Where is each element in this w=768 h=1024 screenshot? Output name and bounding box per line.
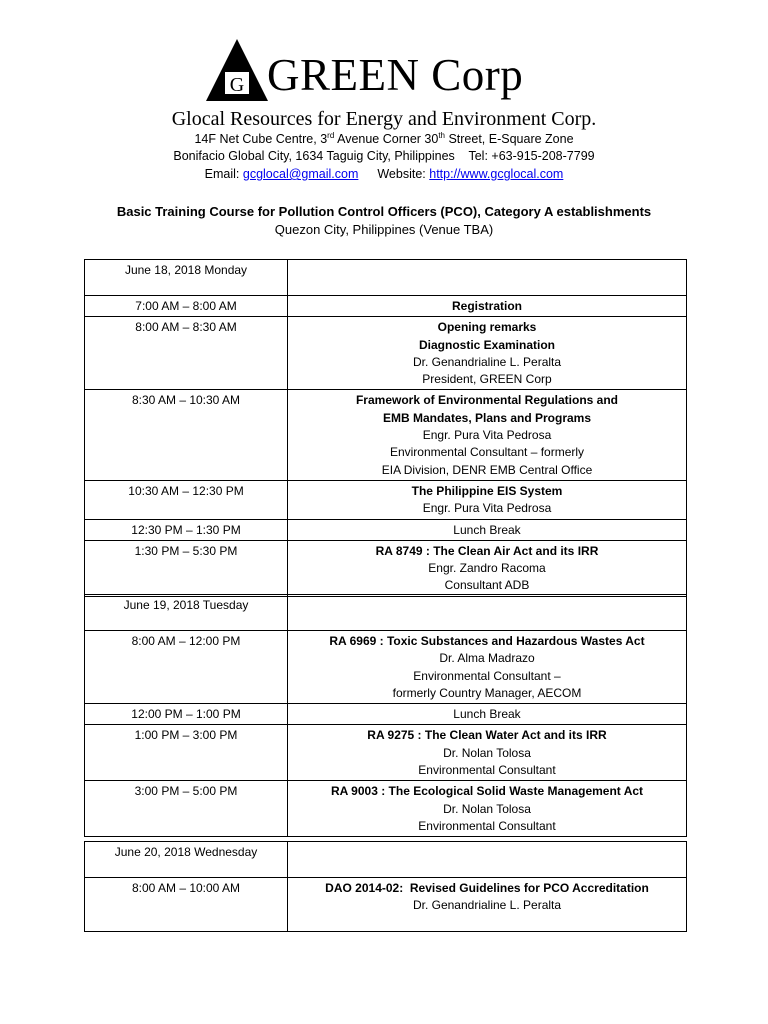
brand-name: GREEN Corp [267, 50, 524, 100]
session-time: 8:00 AM – 12:00 PM [85, 631, 288, 704]
date-row [85, 260, 687, 296]
address-line-1: 14F Net Cube Centre, 3rd Avenue Corner 30th Street, E-Square Zone [194, 131, 574, 147]
session-details [288, 631, 687, 704]
session-row [85, 296, 687, 317]
speaker-name: Dr. Genandrialine L. Peralta [412, 898, 562, 913]
empty-cell [288, 260, 687, 296]
session-time: 8:00 AM – 8:30 AM [85, 317, 288, 390]
session-details [288, 519, 687, 540]
session-time: 8:30 AM – 10:30 AM [85, 390, 288, 480]
speaker-title: Environmental Consultant [418, 763, 556, 778]
session-topic: EMB Mandates, Plans and Programs [382, 410, 592, 425]
speaker-title: Consultant ADB [444, 578, 530, 593]
speaker-name: Dr. Nolan Tolosa [443, 801, 531, 816]
session-row [85, 317, 687, 390]
session-details [288, 704, 687, 725]
speaker-name: Engr. Zandro Racoma [428, 561, 546, 576]
session-details [288, 480, 687, 519]
speaker-title: formerly Country Manager, AECOM [392, 685, 582, 700]
session-details [288, 296, 687, 317]
date-row [85, 595, 687, 631]
date-cell: June 19, 2018 Tuesday [85, 595, 288, 631]
course-venue: Quezon City, Philippines (Venue TBA) [274, 222, 494, 237]
session-topic: Opening remarks [437, 320, 537, 335]
session-details [288, 317, 687, 390]
triangle-logo-icon [205, 38, 269, 102]
session-details [288, 725, 687, 781]
schedule-day-1 [84, 259, 687, 597]
speaker-title: President, GREEN Corp [422, 372, 552, 387]
session-row [85, 480, 687, 519]
speaker-title: EIA Division, DENR EMB Central Office [381, 462, 593, 477]
session-details [288, 878, 687, 932]
session-topic: DAO 2014-02: Revised Guidelines for PCO Accreditation [325, 881, 649, 895]
website-label: Website: [377, 167, 426, 181]
schedule-day-2 [84, 594, 687, 837]
session-details [288, 540, 687, 596]
session-row [85, 725, 687, 781]
website-link[interactable]: http://www.gcglocal.com [429, 167, 564, 181]
speaker-name: Dr. Nolan Tolosa [443, 745, 531, 760]
session-row [85, 390, 687, 480]
session-time: 10:30 AM – 12:30 PM [85, 480, 288, 519]
session-topic: RA 6969 : Toxic Substances and Hazardous Wastes Act [329, 634, 645, 648]
session-row [85, 631, 687, 704]
empty-cell [288, 842, 687, 878]
date-row [85, 842, 687, 878]
speaker-title: Environmental Consultant – [413, 668, 561, 683]
session-row [85, 540, 687, 596]
session-break: Lunch Break [453, 522, 521, 537]
session-topic: RA 8749 : The Clean Air Act and its IRR [375, 543, 599, 558]
speaker-title: Environmental Consultant – formerly [389, 445, 585, 460]
speaker-name: Engr. Pura Vita Pedrosa [422, 428, 552, 443]
session-topic: RA 9003 : The Ecological Solid Waste Management Act [330, 784, 644, 799]
course-title: Basic Training Course for Pollution Control Officers (PCO), Category A establishments [116, 204, 652, 219]
session-time: 7:00 AM – 8:00 AM [85, 296, 288, 317]
session-details [288, 390, 687, 480]
session-time: 3:00 PM – 5:00 PM [85, 781, 288, 837]
email-label: Email: [204, 167, 240, 181]
session-details [288, 781, 687, 837]
session-time: 1:00 PM – 3:00 PM [85, 725, 288, 781]
session-time: 12:30 PM – 1:30 PM [85, 519, 288, 540]
date-cell: June 18, 2018 Monday [85, 260, 288, 296]
contact-line [0, 167, 768, 181]
speaker-name: Dr. Alma Madrazo [439, 651, 535, 666]
session-row [85, 878, 687, 932]
address-line-2: Bonifacio Global City, 1634 Taguig City, Philippines Tel: +63-915-208-7799 [173, 149, 595, 163]
session-topic: The Philippine EIS System [411, 483, 563, 498]
company-name: Glocal Resources for Energy and Environment Corp. [171, 108, 597, 130]
empty-cell [288, 595, 687, 631]
session-row [85, 519, 687, 540]
date-cell: June 20, 2018 Wednesday [85, 842, 288, 878]
session-time: 8:00 AM – 10:00 AM [85, 878, 288, 932]
email-link[interactable]: gcglocal@gmail.com [242, 167, 359, 181]
session-row [85, 781, 687, 837]
green-corp-logo [205, 38, 565, 108]
speaker-name: Dr. Genandrialine L. Peralta [412, 354, 562, 369]
session-time: 12:00 PM – 1:00 PM [85, 704, 288, 725]
session-time: 1:30 PM – 5:30 PM [85, 540, 288, 596]
speaker-title: Environmental Consultant [418, 818, 556, 833]
session-topic: RA 9275 : The Clean Water Act and its IRR [367, 728, 607, 743]
session-topic: Registration [451, 299, 522, 313]
logo-letter: G [229, 74, 245, 96]
schedule-day-3 [84, 841, 687, 932]
session-break: Lunch Break [453, 707, 521, 722]
speaker-name: Engr. Pura Vita Pedrosa [422, 501, 552, 516]
session-row [85, 704, 687, 725]
session-topic: Framework of Environmental Regulations and [355, 393, 619, 408]
session-topic: Diagnostic Examination [418, 337, 556, 352]
